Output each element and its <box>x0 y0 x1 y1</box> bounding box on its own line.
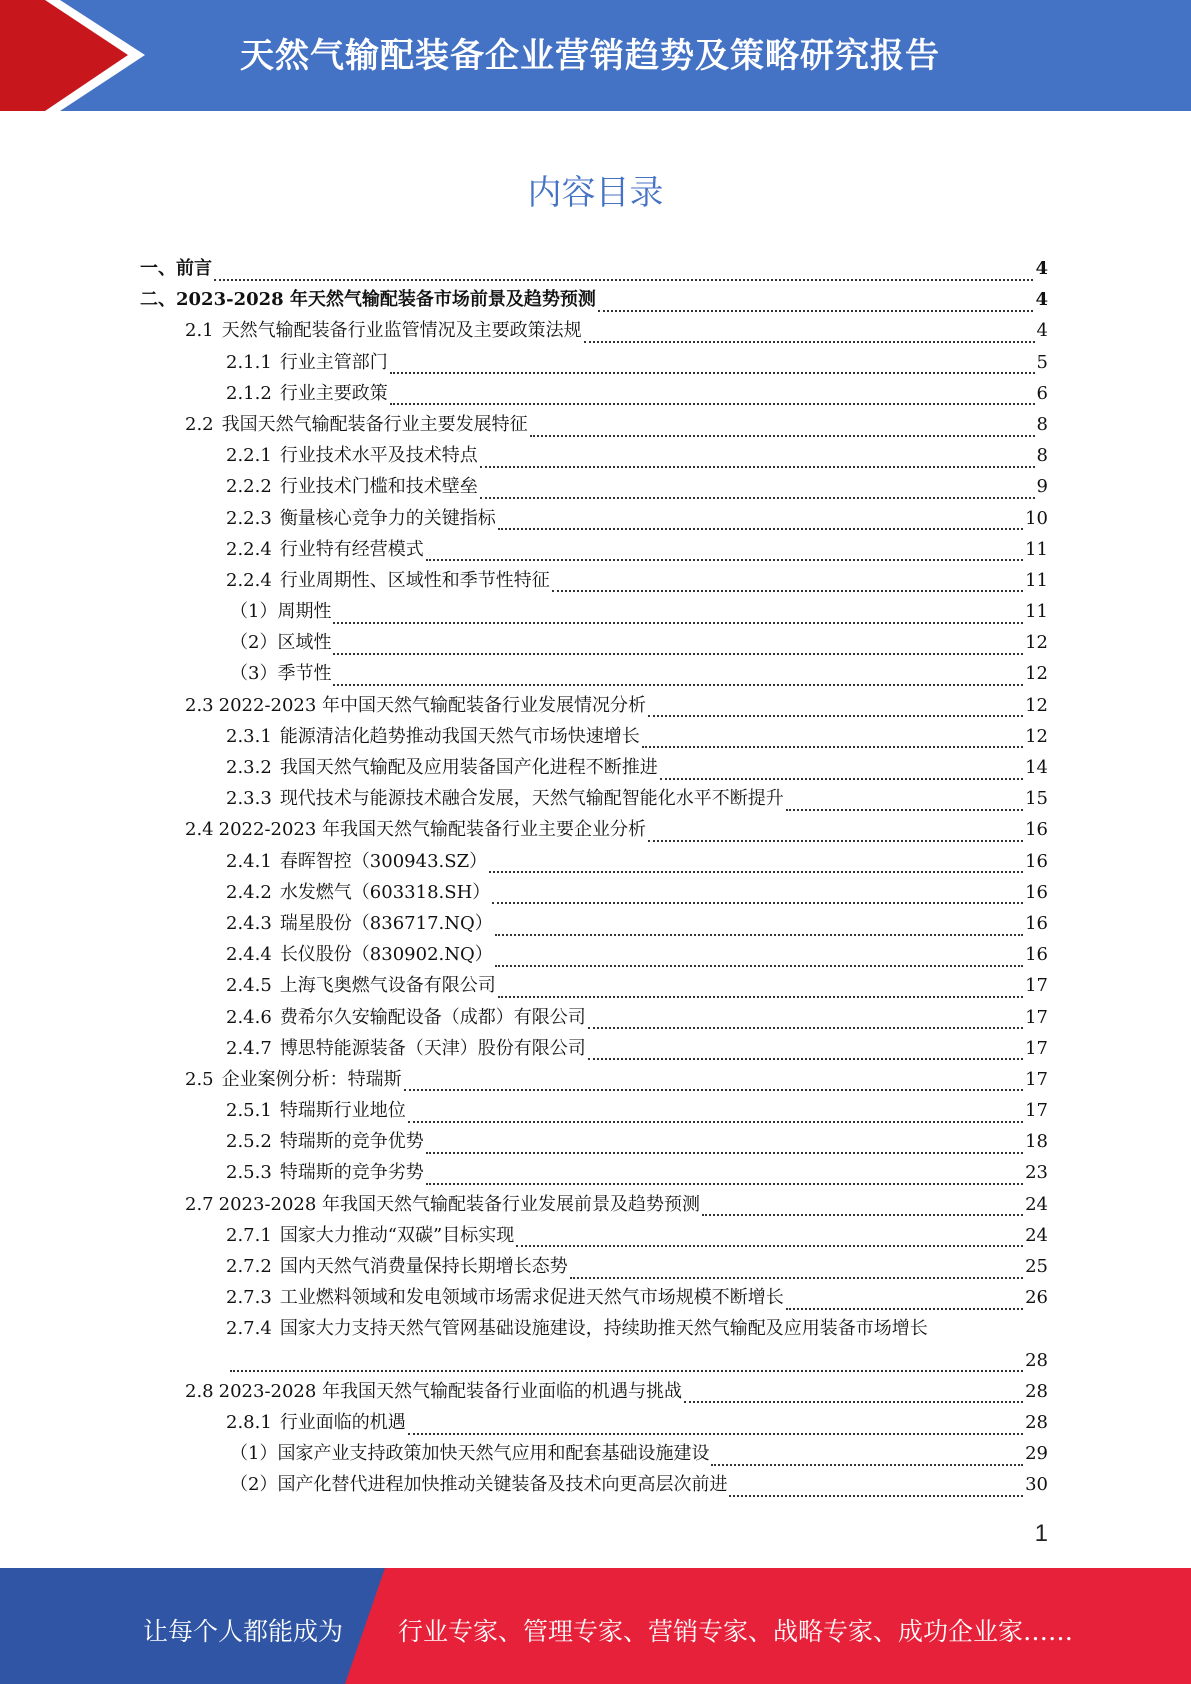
toc-entry-page: 28 <box>1025 1349 1048 1371</box>
toc-entry[interactable] <box>140 503 1048 534</box>
toc-entry-number: 2.5 <box>185 1068 214 1090</box>
toc-entry-label: 区域性 <box>277 632 332 654</box>
toc-entry-page: 30 <box>1025 1474 1048 1496</box>
toc-entry-number: 2.2 <box>185 413 214 435</box>
toc-leader-dots <box>426 1175 1023 1185</box>
toc-leader-dots <box>660 770 1023 780</box>
toc-entry-number: 2.4.2 <box>226 881 272 903</box>
toc-leader-dots <box>711 1456 1023 1466</box>
toc-entry-label: 上海飞奥燃气设备有限公司 <box>279 975 496 997</box>
toc-entry-number: 2.5.2 <box>226 1131 272 1153</box>
toc-leader-dots <box>333 645 1023 655</box>
toc-entry[interactable] <box>140 877 1048 908</box>
toc-leader-dots <box>390 364 1035 374</box>
toc-entry[interactable] <box>140 471 1048 502</box>
toc-heading: 内容目录 <box>527 173 664 213</box>
toc-entry[interactable] <box>140 253 1048 284</box>
toc-entry-number: 2.7.3 <box>226 1287 272 1309</box>
toc-entry-page: 29 <box>1025 1443 1048 1465</box>
toc-entry-page: 4 <box>1036 320 1048 342</box>
toc-entry[interactable] <box>140 1313 1048 1344</box>
toc-entry-label: 现代技术与能源技术融合发展，天然气输配智能化水平不断提升 <box>279 788 784 810</box>
toc-entry[interactable] <box>140 783 1048 814</box>
toc-leader-dots <box>489 863 1023 873</box>
toc-entry-number: （2） <box>230 1474 278 1496</box>
toc-leader-dots <box>495 957 1023 967</box>
toc-entry-label: 国家大力推动“双碳”目标实现 <box>279 1224 515 1246</box>
toc-entry-page: 17 <box>1025 1100 1048 1122</box>
toc-leader-dots <box>648 832 1023 842</box>
toc-entry[interactable] <box>140 1407 1048 1438</box>
toc-leader-dots <box>498 988 1023 998</box>
toc-entry-page: 17 <box>1025 1006 1048 1028</box>
toc-entry-page: 9 <box>1036 476 1048 498</box>
toc-entry[interactable] <box>140 1126 1048 1157</box>
toc-leader-dots <box>729 1487 1023 1497</box>
toc-entry-number: （2） <box>230 632 278 654</box>
toc-entry-page: 5 <box>1036 351 1048 373</box>
footer-slogan-left: 让每个人都能成为 <box>143 1617 344 1646</box>
toc-leader-dots <box>648 707 1023 717</box>
toc-leader-dots <box>642 738 1023 748</box>
toc-entry-number: 2.8.1 <box>226 1411 272 1433</box>
toc-entry-number: 2.1.1 <box>226 351 272 373</box>
toc-entry-page: 28 <box>1025 1380 1048 1402</box>
toc-entry-label: 2023-2028 年天然气输配装备市场前景及趋势预测 <box>176 289 596 311</box>
toc-leader-dots <box>492 894 1023 904</box>
toc-entry[interactable] <box>140 315 1048 346</box>
toc-entry-label: 国内天然气消费量保持长期增长态势 <box>279 1256 568 1277</box>
toc-entry[interactable] <box>140 1438 1048 1469</box>
toc-entry-label: 季节性 <box>277 663 332 685</box>
toc-entry-number: 2.7 <box>185 1193 214 1215</box>
toc-entry[interactable] <box>140 409 1048 440</box>
toc-entry[interactable] <box>140 1376 1048 1407</box>
toc-entry-label: 周期性 <box>277 601 332 623</box>
toc-leader-dots <box>230 1362 1023 1372</box>
toc-entry-number: 2.2.1 <box>226 445 272 467</box>
toc-entry-label: 国家大力支持天然气管网基础设施建设，持续助推天然气输配及应用装备市场增长 <box>279 1318 928 1340</box>
toc-entry-page: 14 <box>1025 757 1048 778</box>
toc-entry-label: 我国天然气输配装备行业主要发展特征 <box>221 413 528 435</box>
toc-leader-dots <box>333 676 1023 686</box>
toc-entry[interactable] <box>140 1189 1048 1220</box>
toc-leader-dots <box>588 1019 1023 1029</box>
toc-entry[interactable] <box>140 690 1048 721</box>
toc-entry[interactable] <box>140 658 1048 689</box>
toc-entry-number: 2.5.3 <box>226 1162 272 1184</box>
toc-entry-page: 23 <box>1025 1162 1048 1184</box>
report-title: 天然气输配装备企业营销趋势及策略研究报告 <box>240 36 940 76</box>
toc-entry-page: 24 <box>1025 1193 1048 1215</box>
toc-leader-dots <box>552 582 1023 592</box>
toc-entry-page: 12 <box>1025 725 1048 747</box>
toc-entry-label: 衡量核心竞争力的关键指标 <box>279 507 496 529</box>
toc-entry[interactable] <box>140 378 1048 409</box>
toc-leader-dots <box>404 1081 1023 1091</box>
toc-entry[interactable] <box>140 284 1048 315</box>
toc-entry[interactable] <box>140 1002 1048 1033</box>
toc-entry[interactable] <box>140 1095 1048 1126</box>
toc-entry-number: 2.7.2 <box>226 1256 272 1277</box>
toc-entry-label: 2022-2023 年我国天然气输配装备行业主要企业分析 <box>218 819 647 841</box>
toc-leader-dots <box>584 333 1035 343</box>
toc-entry-label: 瑞星股份（836717.NQ） <box>279 912 493 934</box>
toc-entry-label: 2023-2028 年我国天然气输配装备行业面临的机遇与挑战 <box>218 1380 683 1402</box>
toc-entry[interactable] <box>140 1282 1048 1313</box>
toc-entry-label: 行业特有经营模式 <box>279 538 424 560</box>
toc-leader-dots <box>588 1050 1023 1060</box>
header-banner <box>0 0 1191 111</box>
toc-entry[interactable] <box>140 1033 1048 1064</box>
toc-entry-number: 二、 <box>140 289 176 311</box>
toc-entry-label: 特瑞斯的竞争优势 <box>279 1131 424 1153</box>
toc-entry-page: 12 <box>1025 663 1048 685</box>
toc-entry[interactable] <box>140 347 1048 378</box>
toc-entry-number: 2.7.4 <box>226 1318 272 1340</box>
toc-entry-page: 15 <box>1025 788 1048 810</box>
toc-entry-label: 我国天然气输配及应用装备国产化进程不断推进 <box>279 757 658 778</box>
toc-leader-dots <box>390 395 1035 405</box>
toc-entry-label: 行业技术水平及技术特点 <box>279 445 478 467</box>
toc-leader-dots <box>516 1237 1023 1247</box>
toc-leader-dots <box>498 520 1023 530</box>
toc-entry-number: 2.2.4 <box>226 569 272 591</box>
toc-entry-number: 2.4.4 <box>226 944 272 966</box>
toc-entry-page: 8 <box>1036 413 1048 435</box>
toc-leader-dots <box>684 1393 1023 1403</box>
toc-entry-label: 工业燃料领域和发电领域市场需求促进天然气市场规模不断增长 <box>279 1287 784 1309</box>
toc-entry-label: 水发燃气（603318.SH） <box>279 881 491 903</box>
toc-entry-page: 16 <box>1025 881 1048 903</box>
toc-entry-number: 一、 <box>140 258 176 279</box>
toc-leader-dots <box>570 1269 1023 1279</box>
toc-entry-label: 2023-2028 年我国天然气输配装备行业发展前景及趋势预测 <box>218 1193 701 1215</box>
toc-entry-label: 行业主要政策 <box>279 382 388 404</box>
toc-entry-label: 2022-2023 年中国天然气输配装备行业发展情况分析 <box>218 694 647 716</box>
toc-entry-page: 25 <box>1025 1256 1048 1277</box>
toc-entry-page: 12 <box>1025 694 1048 716</box>
toc-entry-label: 行业周期性、区域性和季节性特征 <box>279 569 550 591</box>
toc-entry-label: 能源清洁化趋势推动我国天然气市场快速增长 <box>279 725 640 747</box>
toc-entry-label: 费希尔久安输配设备（成都）有限公司 <box>279 1006 586 1028</box>
toc-entry-number: 2.3.2 <box>226 757 272 778</box>
toc-entry-page: 24 <box>1025 1224 1048 1246</box>
toc-entry-page: 28 <box>1025 1411 1048 1433</box>
toc-entry-page: 17 <box>1025 1068 1048 1090</box>
toc-entry[interactable] <box>140 752 1048 783</box>
toc-entry-page: 11 <box>1025 538 1048 560</box>
toc-entry-page: 17 <box>1025 1037 1048 1059</box>
toc-entry[interactable] <box>140 1220 1048 1251</box>
toc-leader-dots <box>786 801 1023 811</box>
toc-entry[interactable] <box>140 970 1048 1001</box>
toc-entry-number: 2.2.2 <box>226 476 272 498</box>
toc-leader-dots <box>495 926 1023 936</box>
toc-entry-page: 8 <box>1036 445 1048 467</box>
toc-entry-number: （3） <box>230 663 278 685</box>
toc-entry-page: 16 <box>1025 912 1048 934</box>
toc-entry-page: 4 <box>1035 258 1048 279</box>
toc-entry-label: 行业面临的机遇 <box>279 1411 406 1433</box>
toc-entry-page: 11 <box>1025 601 1048 623</box>
toc-entry-label: 前言 <box>176 258 212 279</box>
toc-entry-number: （1） <box>230 1443 278 1465</box>
toc-leader-dots <box>426 1144 1023 1154</box>
toc-entry-number: 2.2.4 <box>226 538 272 560</box>
toc-entry-page: 18 <box>1025 1131 1048 1153</box>
toc-leader-dots <box>480 489 1035 499</box>
toc-entry[interactable] <box>140 565 1048 596</box>
toc-entry[interactable] <box>140 1251 1048 1282</box>
toc-entry-number: 2.4.6 <box>226 1006 272 1028</box>
toc-entry-page: 17 <box>1025 975 1048 997</box>
toc-entry[interactable] <box>140 908 1048 939</box>
toc-entry[interactable] <box>140 534 1048 565</box>
toc-leader-dots <box>408 1113 1023 1123</box>
toc-entry-page: 16 <box>1025 819 1048 841</box>
toc-leader-dots <box>214 271 1033 281</box>
toc-entry[interactable] <box>140 596 1048 627</box>
toc-entry[interactable] <box>140 1157 1048 1188</box>
toc-entry-page: 6 <box>1036 382 1048 404</box>
toc-entry-page: 26 <box>1025 1287 1048 1309</box>
footer-slogan-right: 行业专家、管理专家、营销专家、战略专家、成功企业家…… <box>398 1617 1074 1646</box>
toc-entry-number: 2.4.7 <box>226 1037 272 1059</box>
toc-entry-number: 2.1.2 <box>226 382 272 404</box>
toc-entry-number: 2.1 <box>185 320 214 342</box>
toc-entry-number: 2.4.1 <box>226 850 272 872</box>
toc-entry[interactable] <box>140 846 1048 877</box>
toc-entry-label: 天然气输配装备行业监管情况及主要政策法规 <box>221 320 582 342</box>
toc-entry[interactable] <box>140 939 1048 970</box>
toc-entry-label: 春晖智控（300943.SZ） <box>279 850 488 872</box>
toc-leader-dots <box>408 1425 1023 1435</box>
toc-entry[interactable] <box>140 627 1048 658</box>
toc-entry-label: 博思特能源装备（天津）股份有限公司 <box>279 1037 586 1059</box>
toc-leader-dots <box>598 302 1034 312</box>
toc-entry-page: 10 <box>1025 507 1048 529</box>
toc-entry[interactable] <box>140 1064 1048 1095</box>
toc-leader-dots <box>530 427 1035 437</box>
toc-leader-dots <box>702 1206 1023 1216</box>
toc-entry-label: 企业案例分析：特瑞斯 <box>221 1068 402 1090</box>
toc-leader-dots <box>786 1300 1023 1310</box>
toc-leader-dots <box>333 614 1023 624</box>
toc-entry-number: 2.3.3 <box>226 788 272 810</box>
toc-entry-number: 2.5.1 <box>226 1100 272 1122</box>
toc-entry-number: 2.8 <box>185 1380 214 1402</box>
footer-banner <box>0 1568 1191 1684</box>
toc-entry-page: 4 <box>1035 289 1048 311</box>
toc-entry-number: 2.3 <box>185 694 214 716</box>
toc-entry-label: 特瑞斯的竞争劣势 <box>279 1162 424 1184</box>
toc-entry-page: 12 <box>1025 632 1048 654</box>
toc-entry-label: 长仪股份（830902.NQ） <box>279 944 493 966</box>
toc-entry-page: 11 <box>1025 569 1048 591</box>
toc-entry-label: 行业技术门槛和技术壁垒 <box>279 476 478 498</box>
toc-leader-dots <box>480 458 1035 468</box>
toc-entry-number: （1） <box>230 601 278 623</box>
toc-entry-continuation[interactable] <box>140 1345 1048 1376</box>
toc-entry-page: 16 <box>1025 850 1048 872</box>
toc-entry[interactable] <box>140 440 1048 471</box>
toc-entry-label: 国家产业支持政策加快天然气应用和配套基础设施建设 <box>277 1443 710 1465</box>
toc-leader-dots <box>426 551 1023 561</box>
toc-entry-number: 2.2.3 <box>226 507 272 529</box>
toc-entry-number: 2.4 <box>185 819 214 841</box>
toc-entry[interactable] <box>140 721 1048 752</box>
toc-entry-label: 行业主管部门 <box>279 351 388 373</box>
toc-entry-number: 2.4.3 <box>226 912 272 934</box>
table-of-contents <box>140 253 1048 1501</box>
toc-entry-label: 特瑞斯行业地位 <box>279 1100 406 1122</box>
toc-entry-number: 2.3.1 <box>226 725 272 747</box>
toc-entry[interactable] <box>140 1469 1048 1500</box>
toc-entry[interactable] <box>140 814 1048 845</box>
toc-entry-label: 国产化替代进程加快推动关键装备及技术向更高层次前进 <box>277 1474 728 1496</box>
toc-entry-number: 2.7.1 <box>226 1224 272 1246</box>
toc-entry-page: 16 <box>1025 944 1048 966</box>
page-number: 1 <box>1034 1520 1048 1547</box>
toc-entry-number: 2.4.5 <box>226 975 272 997</box>
